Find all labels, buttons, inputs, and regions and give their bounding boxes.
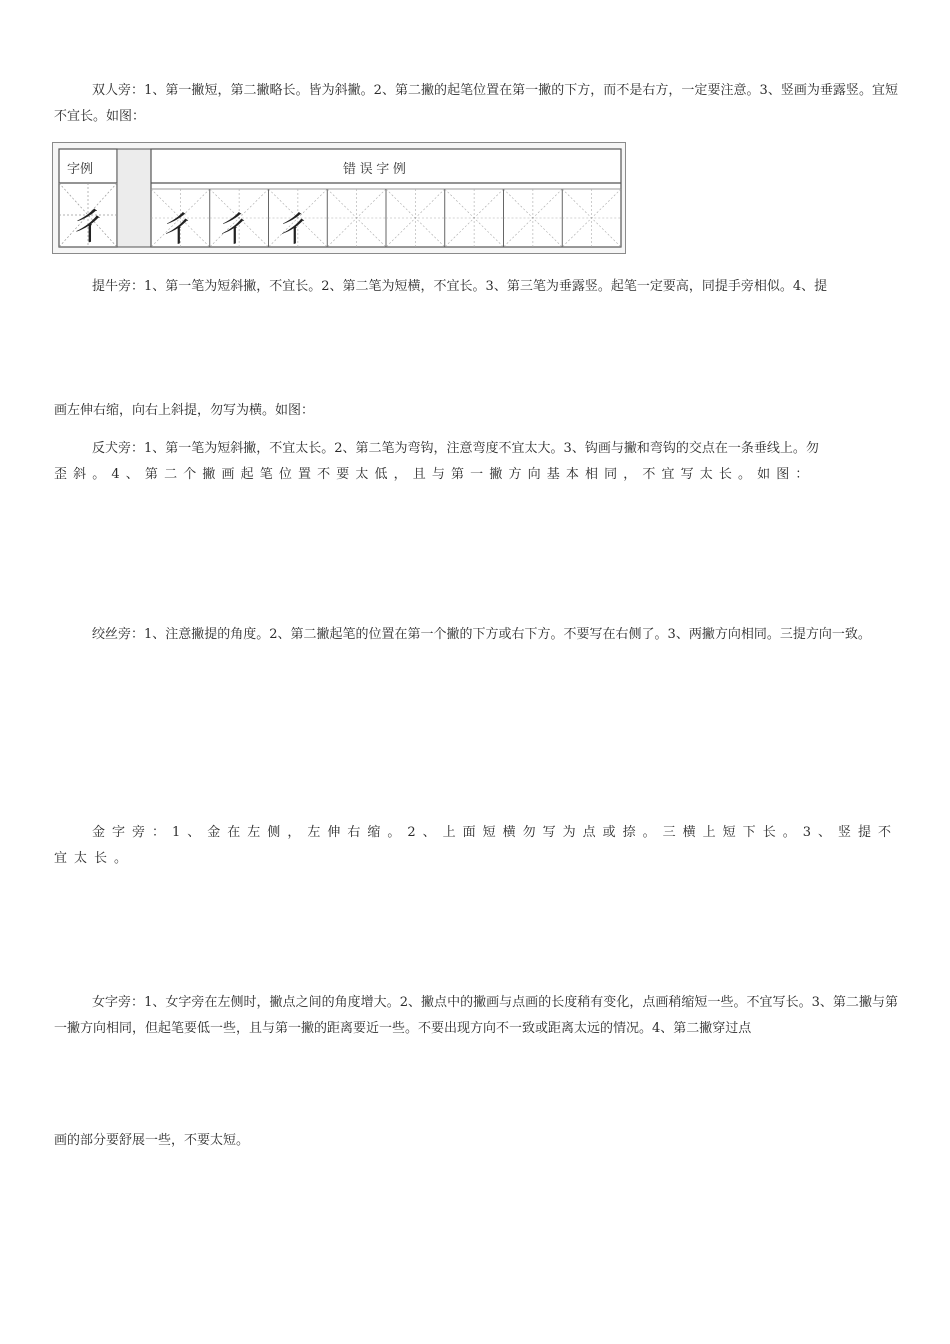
paragraph-nvzipang-cont: 画的部分要舒展一些，不要太短。	[54, 1133, 250, 1148]
blank-gap	[117, 149, 151, 247]
example-table-image	[52, 142, 626, 254]
paragraph-fanquanpang: 反犬旁：1、第一笔为短斜撇，不宜太长。2、第二笔为弯钩，注意弯度不宜太大。3、钩画与撇和弯钩的交点在一条垂线上。勿	[92, 441, 819, 456]
example-table-graphic	[53, 143, 627, 255]
header-left: 字例	[67, 161, 94, 176]
paragraph-jinzipang: 金字旁：1、金在左侧，左伸右缩。2、上面短横勿写为点或捺。三横上短下长。3、竖提不宜太长。	[54, 825, 898, 866]
paragraph-nvzipang: 女字旁：1、女字旁在左侧时，撇点之间的角度增大。2、撇点中的撇画与点画的长度稍有变化，点画稍缩短一些。不宜写长。3、第二撇与第一撇方向相同，但起笔要低一些，且与第一撇的距离要近一些。不要出现方向不一致或距离太远的情况。4、第二撇穿过点	[54, 995, 898, 1036]
wrong-char-3: 彳	[277, 210, 311, 250]
correct-char: 彳	[71, 207, 108, 248]
paragraph-shuangrenpang: 双人旁：1、第一撇短，第二撇略长。皆为斜撇。2、第二撇的起笔位置在第一撇的下方，而不是右方，一定要注意。3、竖画为垂露竖。宜短不宜长。如图：	[54, 83, 898, 124]
wrong-char-1: 彳	[161, 210, 195, 250]
paragraph-fanquanpang-cont: 歪 斜 。 4 、 第 二 个 撇 画 起 笔 位 置 不 要 太 低 ， 且 与 第 一 撇 方 向 基 本 相 同 ， 不 宜 写 太 长 。 如 图 ：	[54, 467, 810, 482]
paragraph-jiaosipang: 绞丝旁：1、注意撇提的角度。2、第二撇起笔的位置在第一个撇的下方或右下方。不要写在右侧了。3、两撇方向相同。三提方向一致。	[92, 627, 871, 642]
wrong-char-2: 彳	[217, 210, 251, 250]
paragraph-tiniupang: 提牛旁：1、第一笔为短斜撇，不宜长。2、第二笔为短横，不宜长。3、第三笔为垂露竖。起笔一定要高，同提手旁相似。4、提	[92, 279, 828, 294]
header-right: 错 误 字 例	[343, 161, 406, 176]
paragraph-tiniupang-cont: 画左伸右缩，向右上斜提，勿写为横。如图：	[54, 403, 315, 418]
